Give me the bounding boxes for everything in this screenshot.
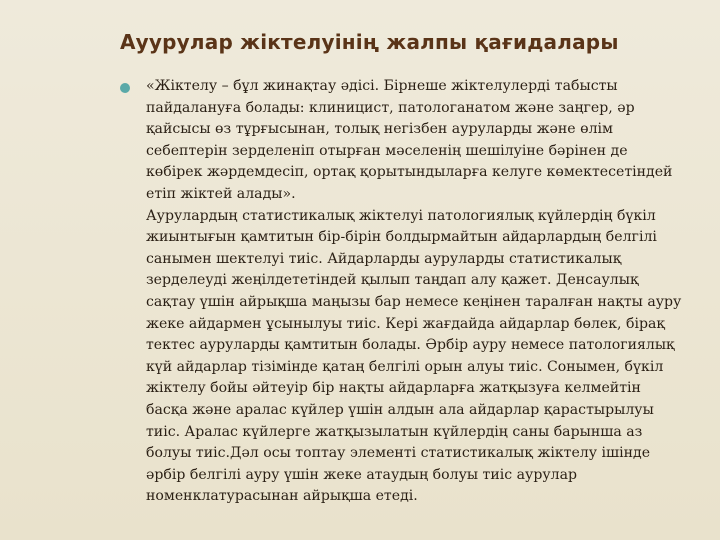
text-line: санымен шектелуі тиіс. Айдарларды ауруларды статистикалық [146, 250, 622, 267]
text-line: сақтау үшін айрықша маңызы бар немесе кеңінен таралған нақты ауру [146, 293, 682, 310]
text-line: қайсысы өз тұрғысынан, толық негізбен ауруларды және өлім [146, 121, 613, 138]
text-line: жіктелу бойы әйтеуір бір нақты айдарларға жатқызуға келмейтін [146, 380, 641, 397]
text-line: «Жіктелу – бұл жинақтау әдісі. Бірнеше жіктелулерді табысты [146, 78, 618, 94]
text-line: тектес ауруларды қамтитын болады. Әрбір ауру немесе патологиялық [146, 337, 675, 354]
slide-title: Ауурулар жіктелуінің жалпы қағидалары [120, 30, 619, 54]
text-line: болуы тиіс.Дәл осы топтау элементі статистикалық жіктелу ішінде [146, 445, 651, 462]
text-line: көбірек жәрдемдесіп, ортақ қорытындыларға келуге көмектесетіндей [146, 164, 673, 181]
text-line: жиынтығын қамтитын бір-бірін болдырмайтын айдарлардың белгілі [146, 229, 657, 246]
slide-content [120, 76, 695, 508]
bullet-item [120, 76, 695, 508]
text-line: себептерін зерделеніп отырған мәселенің шешілуіне бәрінен де [146, 142, 628, 159]
text-line: Аурулардың статистикалық жіктелуі патологиялық күйлердің бүкіл [146, 207, 656, 224]
text-line: номенклатурасынан айрықша етеді. [146, 488, 418, 505]
bullet-dot-icon [120, 83, 130, 93]
text-line: басқа және аралас күйлер үшін алдын ала айдарлар қарастырылуы [146, 401, 654, 418]
text-line: жеке айдармен ұсынылуы тиіс. Кері жағдайда айдарлар бөлек, бірақ [146, 315, 665, 332]
bullet-text [146, 76, 692, 508]
text-line: зерделеуді жеңілдететіндей қылып таңдап алу қажет. Денсаулық [146, 272, 639, 289]
text-line: әрбір белгілі ауру үшін жеке атаудың болуы тиіс аурулар [146, 466, 578, 483]
text-line: етіп жіктей алады». [146, 185, 296, 202]
text-line: тиіс. Аралас күйлерге жатқызылатын күйлердің саны барынша аз [146, 423, 643, 440]
text-line: пайдалануға болады: клиницист, патологанатом және заңгер, әр [146, 99, 635, 116]
text-line: күй айдарлар тізімінде қатаң белгілі орын алуы тиіс. Сонымен, бүкіл [146, 358, 664, 375]
